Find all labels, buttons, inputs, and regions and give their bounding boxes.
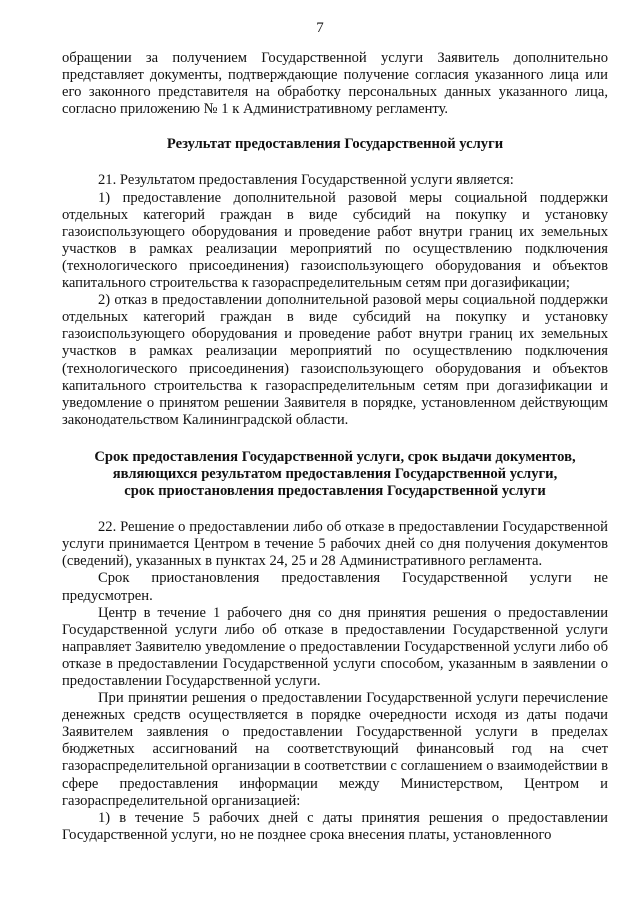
paragraph-21-item-1: 1) предоставление дополнительной разовой меры социальной поддержки отдельных категорий граждан в виде субсидий на покупку и установку газоиспользующего оборудования и проведение работ внутри границ их земельных участков в рамках реализации мероприятий по осуществлению подключения (технологического присоединения) газоиспользующего оборудования и объектов капитального строительства к газораспределительным сетям при догазификации; [62,189,608,292]
paragraph-22-item-1: 1) в течение 5 рабочих дней с даты принятия решения о предоставлении Государственной услуги, но не позднее срока внесения платы, установленного [62,809,608,843]
spacer [62,500,608,519]
section-heading-term [62,449,608,500]
paragraph-22: 22. Решение о предоставлении либо об отказе в предоставлении Государственной услуги принимается Центром в течение 5 рабочих дней со дня получения документов (сведений), указанных в пунктах 24, 25 и 28 Административного регламента. [62,519,608,570]
page-number: 7 [316,20,324,36]
intro-paragraph: обращении за получением Государственной услуги Заявитель дополнительно представляет документы, подтверждающие получение согласия указанного лица или его законного представителя на обработку персональных данных указанного лица, согласно приложению № 1 к Административному регламенту. [62,50,608,118]
section-heading-term-line-1: Срок предоставления Государственной услуги, срок выдачи документов, [94,448,576,465]
spacer [62,153,608,172]
section-heading-term-line-2: являющихся результатом предоставления Государственной услуги, [112,465,558,482]
document-body [62,50,608,844]
paragraph-22-transfer: При принятии решения о предоставлении Государственной услуги перечисление денежных средств осуществляется в порядке очередности исходя из даты подачи Заявителем заявления о предоставлении Государственной услуги в пределах бюджетных ассигнований на соответствующий финансовый год на счет газораспределительной организации в соответствии с соглашением о взаимодействии в сфере предоставления информации между Министерством, Центром и газораспределительной организацией: [62,690,608,809]
section-heading-result: Результат предоставления Государственной услуги [166,136,504,153]
section-heading-term-line-3: срок приостановления предоставления Государственной услуги [124,483,546,500]
paragraph-22-suspension: Срок приостановления предоставления Государственной услуги не предусмотрен. [62,570,608,604]
paragraph-21: 21. Результатом предоставления Государственной услуги является: [98,172,514,189]
spacer [62,118,608,136]
spacer [62,429,608,449]
paragraph-22-notification: Центр в течение 1 рабочего дня со дня принятия решения о предоставлении Государственной услуги либо об отказе в предоставлении Государственной услуги направляет Заявителю уведомление о предоставлении Государственной услуги либо об отказе в предоставлении Государственной услуги способом, указанным в заявлении о предоставлении Государственной услуги. [62,604,608,689]
paragraph-21-item-2: 2) отказ в предоставлении дополнительной разовой меры социальной поддержки отдельных категорий граждан в виде субсидий на покупку и установку газоиспользующего оборудования и проведение работ внутри границ их земельных участков в рамках реализации мероприятий по осуществлению подключения (технологического присоединения) газоиспользующего оборудования и объектов капитального строительства к газораспределительным сетям при догазификации и уведомление о принятом решении Заявителя в порядке, установленном действующим законодательством Калининградской области. [62,292,608,428]
